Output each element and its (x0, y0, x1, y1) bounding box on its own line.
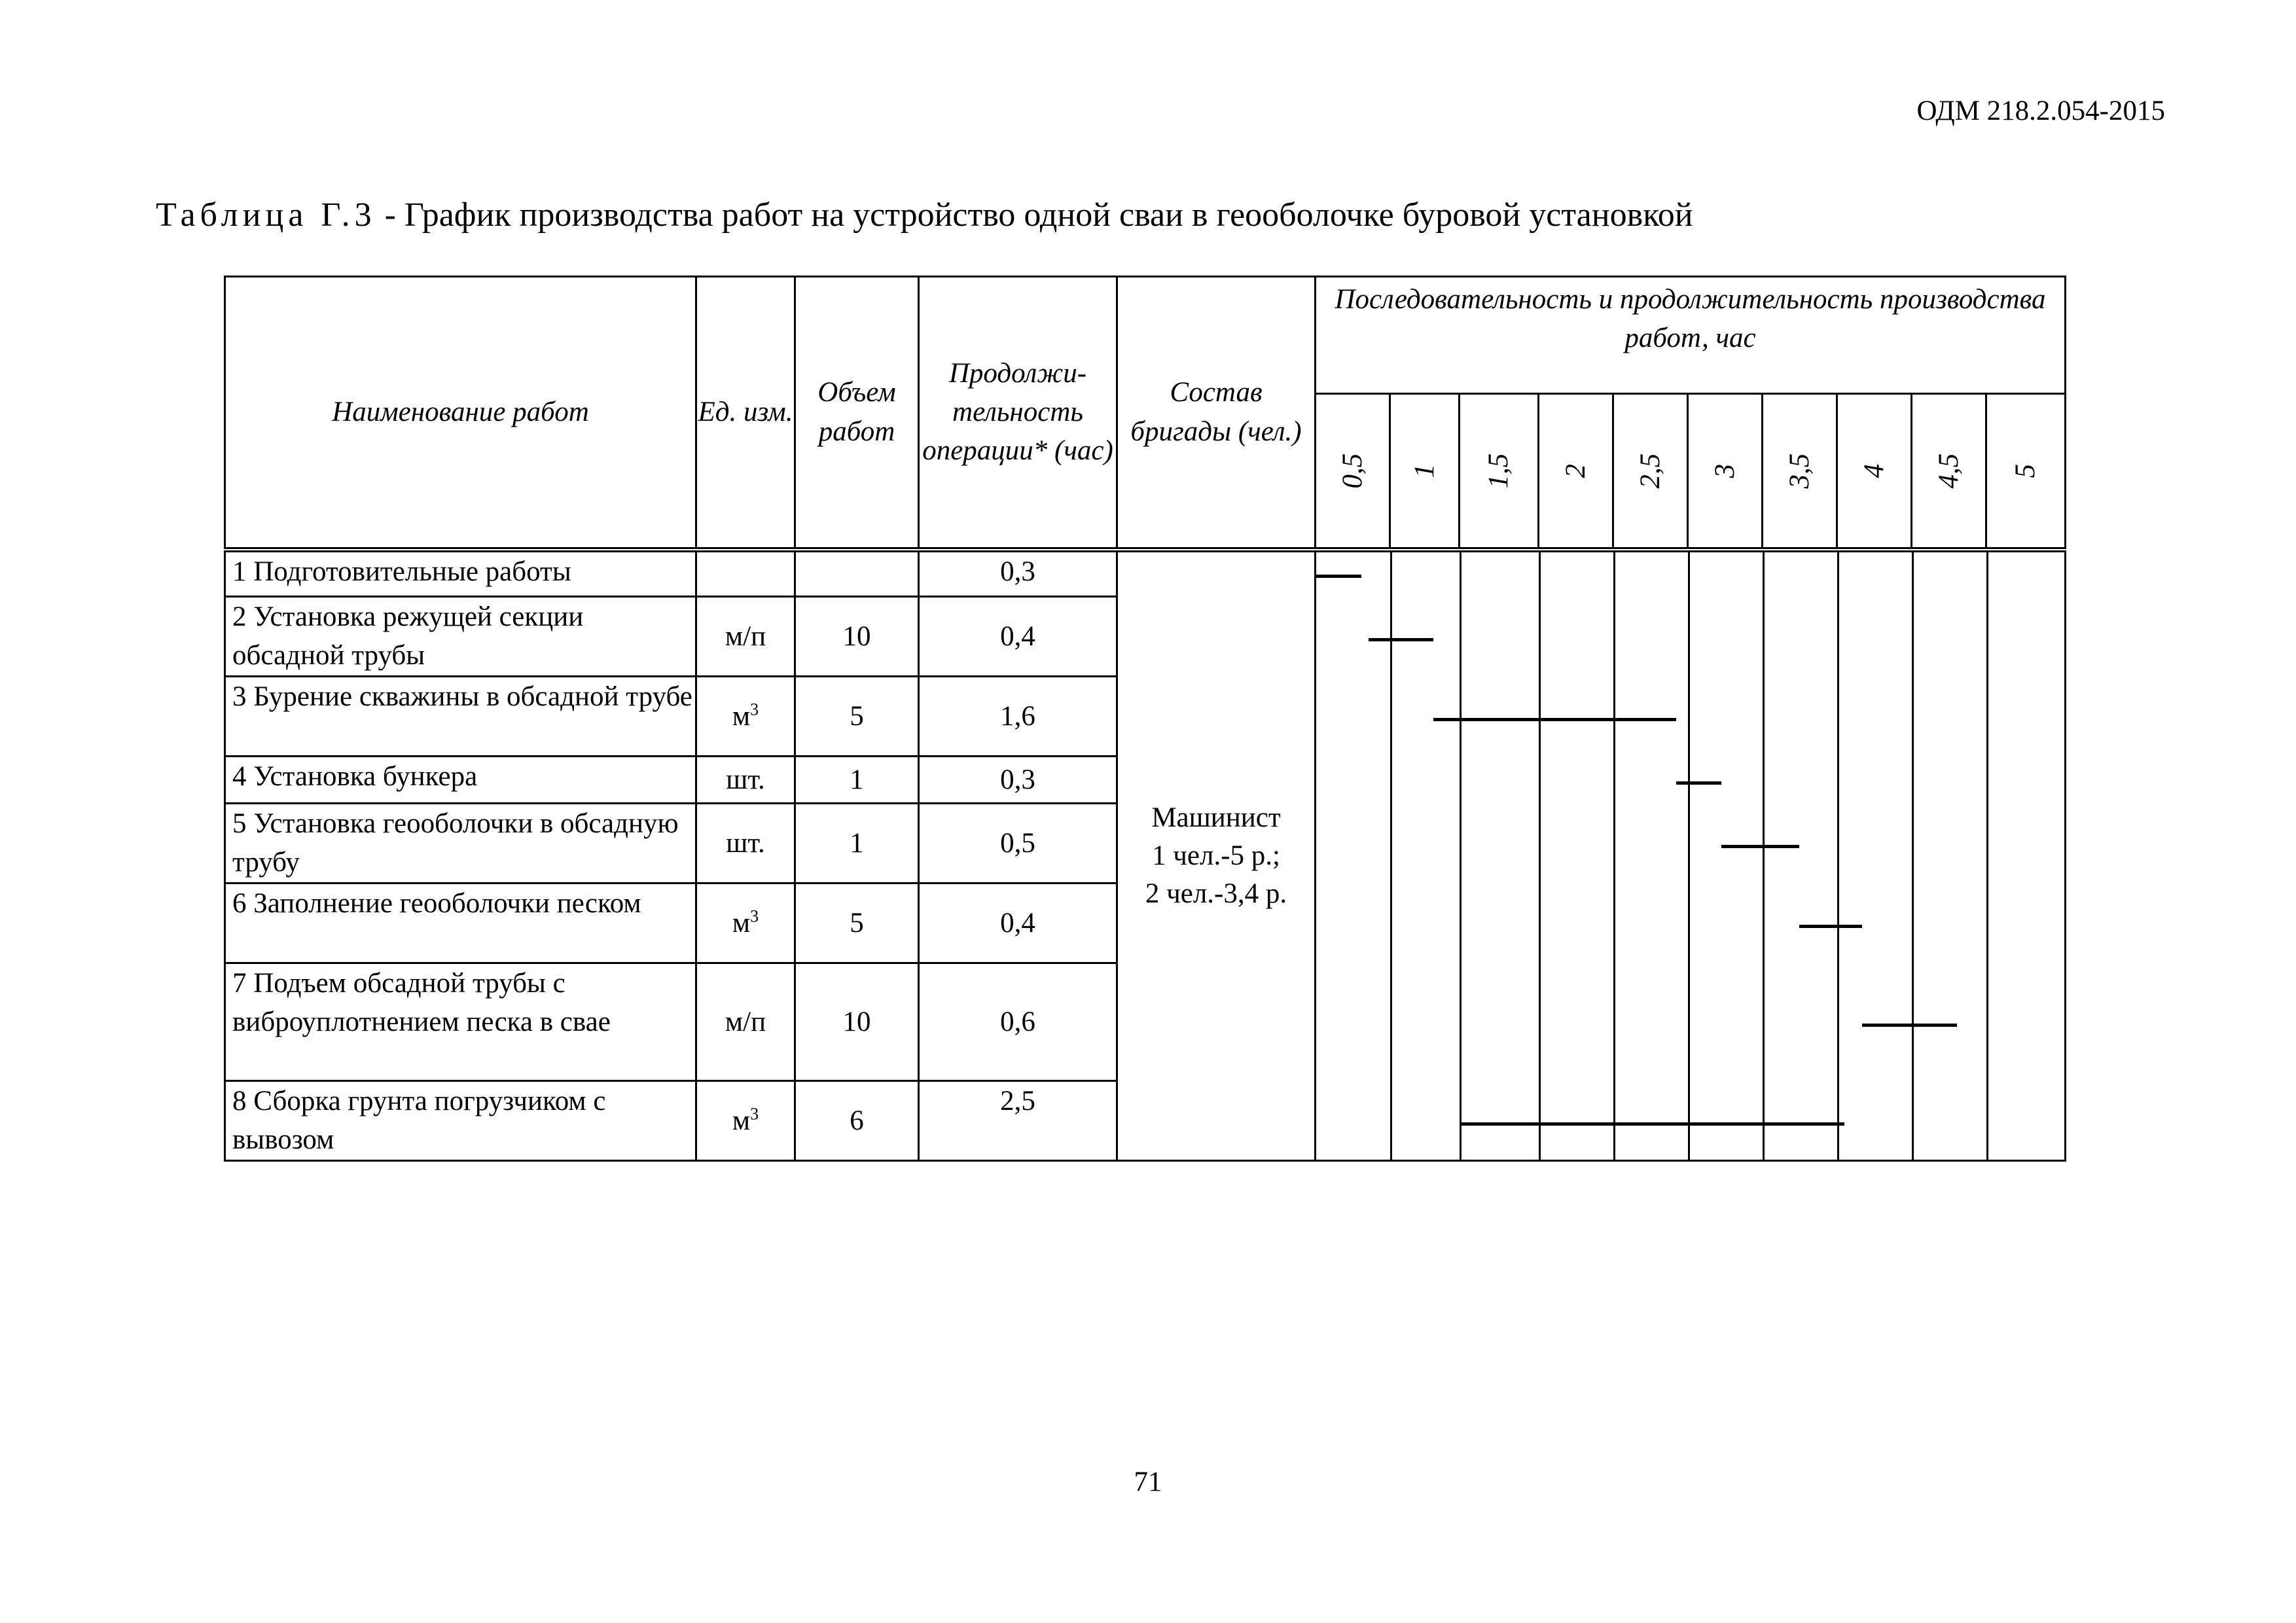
duration-cell: 2,5 (919, 1081, 1117, 1161)
crew-line: 2 чел.-3,4 р. (1145, 878, 1287, 909)
unit-cell (696, 677, 795, 757)
gantt-bar (1799, 925, 1862, 928)
time-tick: 4 (1837, 394, 1912, 550)
header-crew: Состав бригады (чел.) (1117, 277, 1316, 550)
volume-cell: 1 (795, 804, 919, 883)
table-title (156, 195, 1693, 236)
work-name-cell: 2 Установка режущей секции обсадной трубы (225, 597, 696, 677)
gantt-bar (1316, 575, 1361, 578)
time-tick: 5 (1986, 394, 2066, 550)
gantt-gridline (1390, 552, 1392, 1160)
unit-exponent: 3 (750, 906, 759, 926)
gantt-gridline (1539, 552, 1541, 1160)
gantt-gridline (1688, 552, 1690, 1160)
document-code: ОДМ 218.2.054-2015 (1916, 96, 2165, 126)
crew-line: Машинист (1151, 802, 1281, 833)
work-name-cell: 7 Подъем обсадной трубы с виброуплотнением песка в свае (225, 963, 696, 1081)
unit-cell (696, 963, 795, 1081)
work-name-cell: 5 Установка геооболочки в обсадную трубу (225, 804, 696, 883)
duration-cell: 0,3 (919, 550, 1117, 597)
unit-cell (696, 597, 795, 677)
duration-cell: 0,5 (919, 804, 1117, 883)
gantt-gridline (1837, 552, 1839, 1160)
work-name-cell: 6 Заполнение геооболочки песком (225, 883, 696, 963)
volume-cell: 5 (795, 677, 919, 757)
time-tick: 2,5 (1613, 394, 1688, 550)
duration-cell: 0,4 (919, 597, 1117, 677)
gantt-bar (1433, 718, 1676, 721)
work-name-cell: 1 Подготовительные работы (225, 550, 696, 597)
crew-composition-cell (1117, 550, 1316, 1161)
gantt-gridline (1763, 552, 1765, 1160)
unit-cell (696, 1081, 795, 1161)
unit-text: м/п (725, 1006, 766, 1037)
unit-cell (696, 804, 795, 883)
volume-cell: 10 (795, 963, 919, 1081)
page-number: 71 (1134, 1467, 1162, 1497)
gantt-bar (1721, 845, 1799, 848)
unit-cell (696, 550, 795, 597)
unit-text: м/п (725, 620, 766, 652)
unit-text: м (732, 1105, 751, 1136)
volume-cell: 1 (795, 757, 919, 804)
gantt-gridline (1460, 552, 1462, 1160)
table-caption: - График производства работ на устройство одной сваи в геооболочке буровой установкой (376, 196, 1693, 234)
unit-exponent: 3 (750, 1104, 759, 1124)
time-tick: 3,5 (1763, 394, 1837, 550)
unit-text: м (732, 907, 751, 938)
duration-cell: 0,4 (919, 883, 1117, 963)
header-work-name: Наименование работ (225, 277, 696, 550)
header-unit: Ед. изм. (696, 277, 795, 550)
time-tick: 3 (1688, 394, 1763, 550)
work-name-cell: 3 Бурение скважины в обсадной трубе (225, 677, 696, 757)
header-duration: Продолжи-тельность операции* (час) (919, 277, 1117, 550)
header-volume: Объем работ (795, 277, 919, 550)
table-label: Таблица Г.3 (156, 196, 376, 234)
volume-cell: 6 (795, 1081, 919, 1161)
gantt-bar (1369, 638, 1433, 641)
time-tick: 1,5 (1460, 394, 1539, 550)
gantt-bar (1676, 781, 1721, 785)
duration-cell: 0,3 (919, 757, 1117, 804)
unit-cell (696, 757, 795, 804)
unit-text: шт. (726, 827, 765, 859)
duration-cell: 1,6 (919, 677, 1117, 757)
volume-cell (795, 550, 919, 597)
time-tick: 2 (1539, 394, 1613, 550)
volume-cell: 10 (795, 597, 919, 677)
unit-cell (696, 883, 795, 963)
gantt-gridline (1912, 552, 1914, 1160)
time-tick: 0,5 (1316, 394, 1390, 550)
work-schedule-table (224, 276, 2066, 1162)
work-name-cell: 8 Сборка грунта погрузчиком с вывозом (225, 1081, 696, 1161)
unit-text: шт. (726, 764, 765, 795)
volume-cell: 5 (795, 883, 919, 963)
gantt-gridline (1613, 552, 1615, 1160)
unit-exponent: 3 (750, 700, 759, 719)
crew-line: 1 чел.-5 р.; (1152, 840, 1280, 871)
table-row (225, 550, 2066, 597)
work-schedule-table-wrapper (224, 276, 2066, 1162)
gantt-bar (1462, 1122, 1844, 1126)
gantt-bar (1862, 1024, 1956, 1027)
gantt-area (1316, 550, 2066, 1161)
gantt-gridline (1986, 552, 1988, 1160)
work-name-cell: 4 Установка бункера (225, 757, 696, 804)
time-tick: 4,5 (1912, 394, 1986, 550)
time-tick: 1 (1390, 394, 1460, 550)
duration-cell: 0,6 (919, 963, 1117, 1081)
unit-text: м (732, 700, 751, 732)
header-schedule: Последовательность и продолжительность производства работ, час (1316, 277, 2066, 394)
